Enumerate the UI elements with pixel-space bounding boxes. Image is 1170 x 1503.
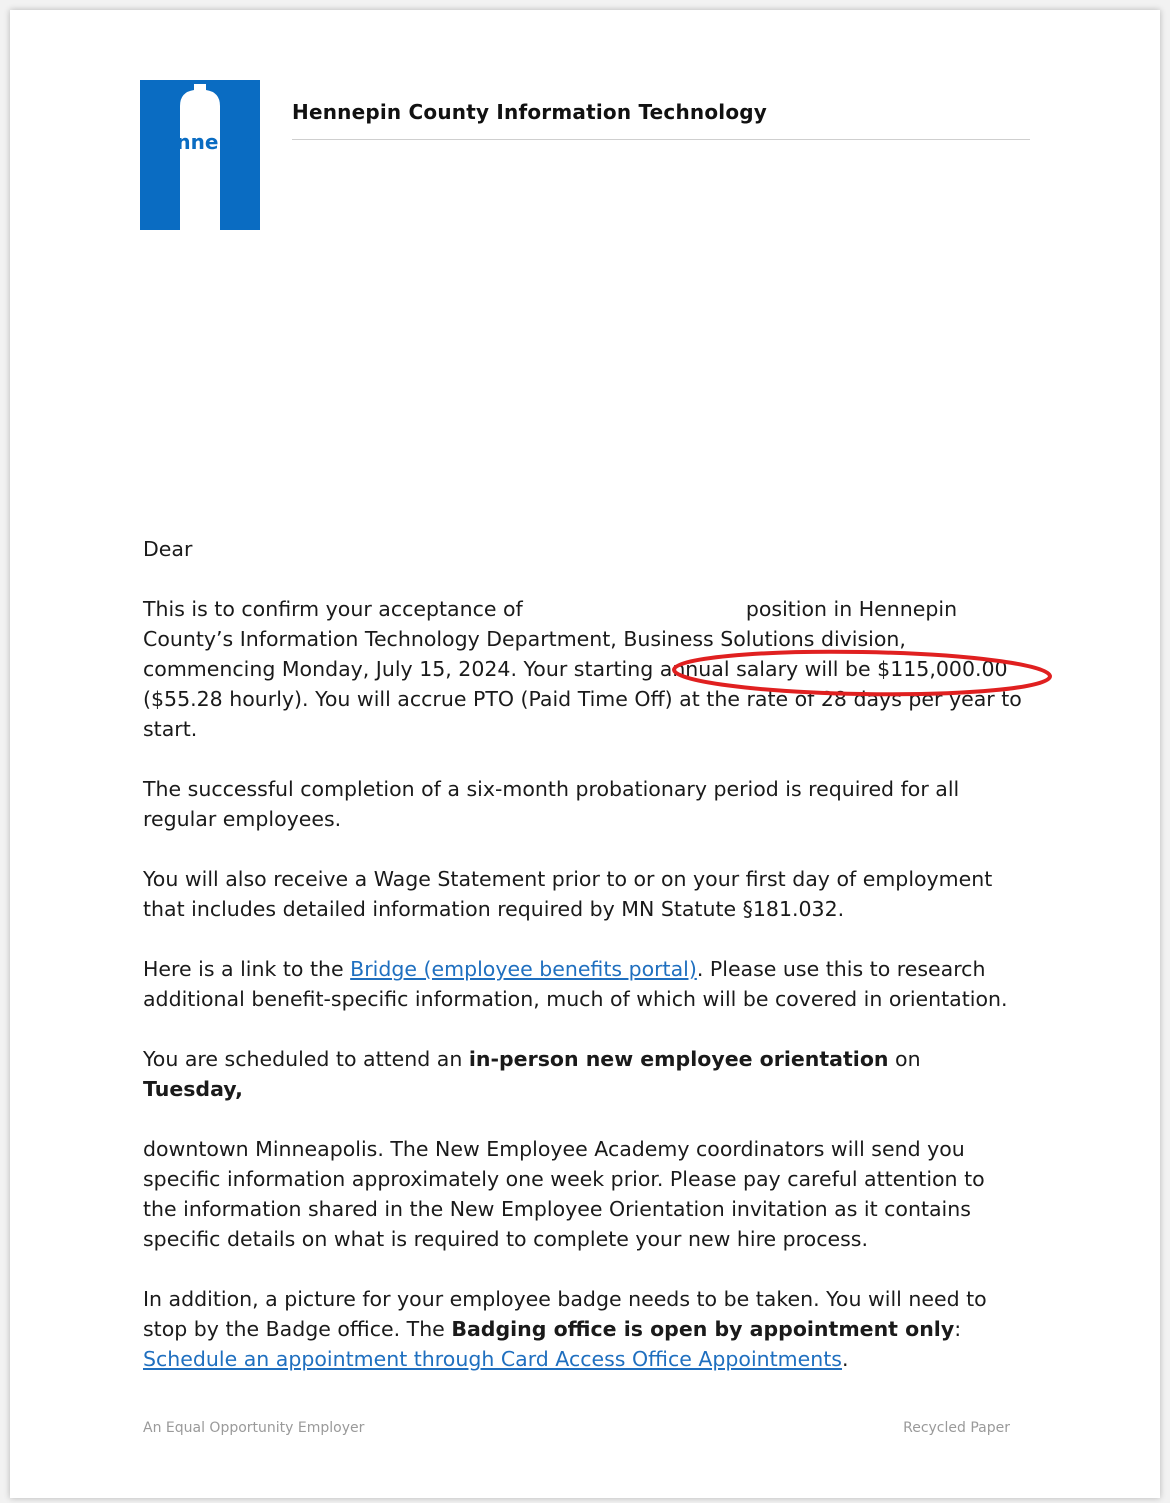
paragraph-benefits: Here is a link to the Bridge (employee benefits portal). Please use this to research additional benefit-specific information, much of which will be covered in orientation.	[143, 957, 1008, 1011]
salutation: Dear	[143, 537, 193, 561]
redacted-line	[143, 1104, 1023, 1134]
org-title: Hennepin County Information Technology	[292, 100, 768, 124]
footer-equal-opportunity: An Equal Opportunity Employer	[143, 1420, 365, 1436]
paragraph-orientation: You are scheduled to attend an in-person new employee orientation on Tuesday, downtown Minneapolis. The New Employee Academy coordinators will send you specific information approximately one week prior. Please pay careful attention to the information shared in the New Employee Orientation invitation as it contains specific details on what is required to complete your new hire process.	[143, 1044, 1023, 1254]
title-divider	[292, 139, 1030, 140]
salary-text: $115,000.00 ($55.28 hourly).	[143, 657, 1008, 711]
schedule-appointment-link[interactable]: Schedule an appointment through Card Access Office Appointments	[143, 1347, 842, 1371]
redacted-position	[529, 600, 739, 620]
paragraph-probation: The successful completion of a six-month probationary period is required for all regular employees.	[143, 777, 960, 831]
bridge-portal-link[interactable]: Bridge (employee benefits portal)	[350, 957, 697, 981]
paragraph-wage-statement: You will also receive a Wage Statement prior to or on your first day of employment that includes detailed information required by MN Statute §181.032.	[143, 867, 993, 921]
footer-recycled-paper: Recycled Paper	[903, 1420, 1010, 1436]
paragraph-badge: In addition, a picture for your employee badge needs to be taken. You will need to stop by the Badge office. The Badging office is open by appointment only: Schedule an appointment through Card Access Office Appointments.	[143, 1287, 987, 1371]
hennepin-logo	[140, 80, 260, 230]
letter-page	[10, 10, 1160, 1498]
paragraph-acceptance: This is to confirm your acceptance of position in Hennepin County’s Information Technology Department, Business Solutions division, commencing Monday, July 15, 2024. Your starting annual salary will be $115,000.00 ($55.28 hourly). You will accrue PTO (Paid Time Off) at the rate of 28 days per year to start.	[143, 597, 1022, 741]
logo-text: Hennepin	[146, 130, 254, 154]
letter-body	[143, 534, 1023, 1404]
